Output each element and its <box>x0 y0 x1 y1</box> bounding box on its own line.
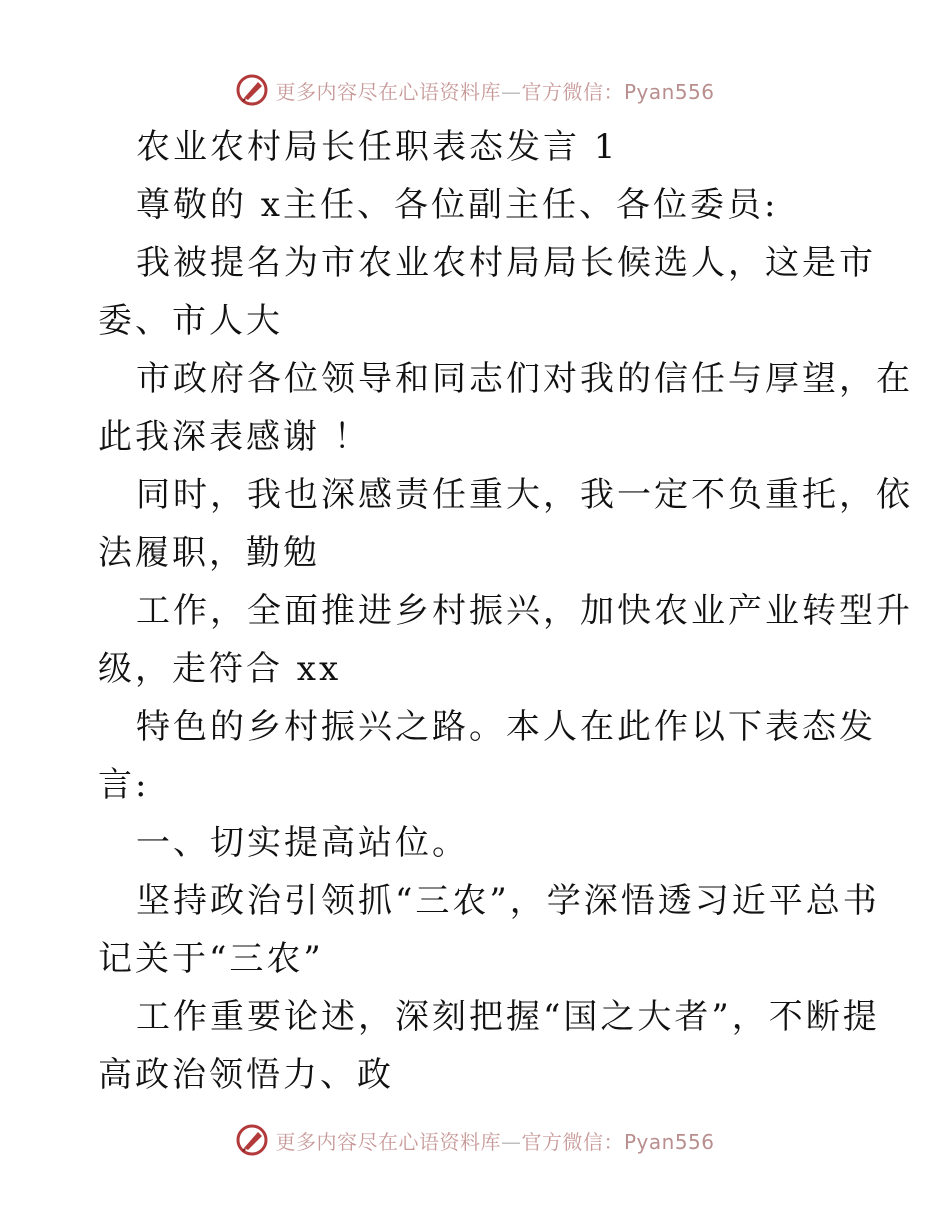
doc-line: 一、切实提高站位。 <box>136 823 469 863</box>
doc-line: 坚持政治引领抓“三农”，学深悟透习近平总书 <box>136 881 880 921</box>
doc-line: 高政治领悟力、政 <box>98 1055 394 1095</box>
watermark-separator: — <box>500 1129 522 1154</box>
watermark-text <box>275 76 714 105</box>
watermark-text <box>275 1126 714 1155</box>
doc-line: 记关于“三农” <box>98 939 324 979</box>
watermark-brand: 更多内容尽在心语资料库 <box>275 79 501 104</box>
watermark-wechat-label: 官方微信： <box>521 79 624 104</box>
doc-line: 工作重要论述，深刻把握“国之大者”，不断提 <box>136 997 880 1037</box>
doc-line: 我被提名为市农业农村局局长候选人，这是市 <box>136 243 876 283</box>
doc-line: 市政府各位领导和同志们对我的信任与厚望，在 <box>136 359 913 399</box>
doc-line: 言: <box>98 765 150 805</box>
watermark-wechat-id: Pyan556 <box>623 79 715 104</box>
doc-line: 特色的乡村振兴之路。本人在此作以下表态发 <box>136 707 876 747</box>
doc-line: 法履职，勤勉 <box>98 533 320 573</box>
doc-line: 此我深表感谢 ！ <box>98 417 371 457</box>
pen-logo-icon <box>235 73 269 107</box>
doc-line: 级，走符合 xx <box>98 649 342 689</box>
pen-logo-icon <box>235 1123 269 1157</box>
doc-line: 农业农村局长任职表态发言 1 <box>136 127 619 167</box>
doc-line: 委、市人大 <box>98 301 283 341</box>
watermark-brand: 更多内容尽在心语资料库 <box>275 1129 501 1154</box>
header-watermark <box>0 70 950 110</box>
doc-line: 尊敬的 x主任、各位副主任、各位委员: <box>136 185 779 225</box>
watermark-wechat-label: 官方微信： <box>521 1129 624 1154</box>
document-body <box>98 118 913 1104</box>
watermark-separator: — <box>500 79 522 104</box>
footer-watermark <box>0 1120 950 1160</box>
watermark-wechat-id: Pyan556 <box>623 1129 715 1154</box>
doc-line: 同时，我也深感责任重大，我一定不负重托，依 <box>136 475 913 515</box>
doc-line: 工作，全面推进乡村振兴，加快农业产业转型升 <box>136 591 913 631</box>
